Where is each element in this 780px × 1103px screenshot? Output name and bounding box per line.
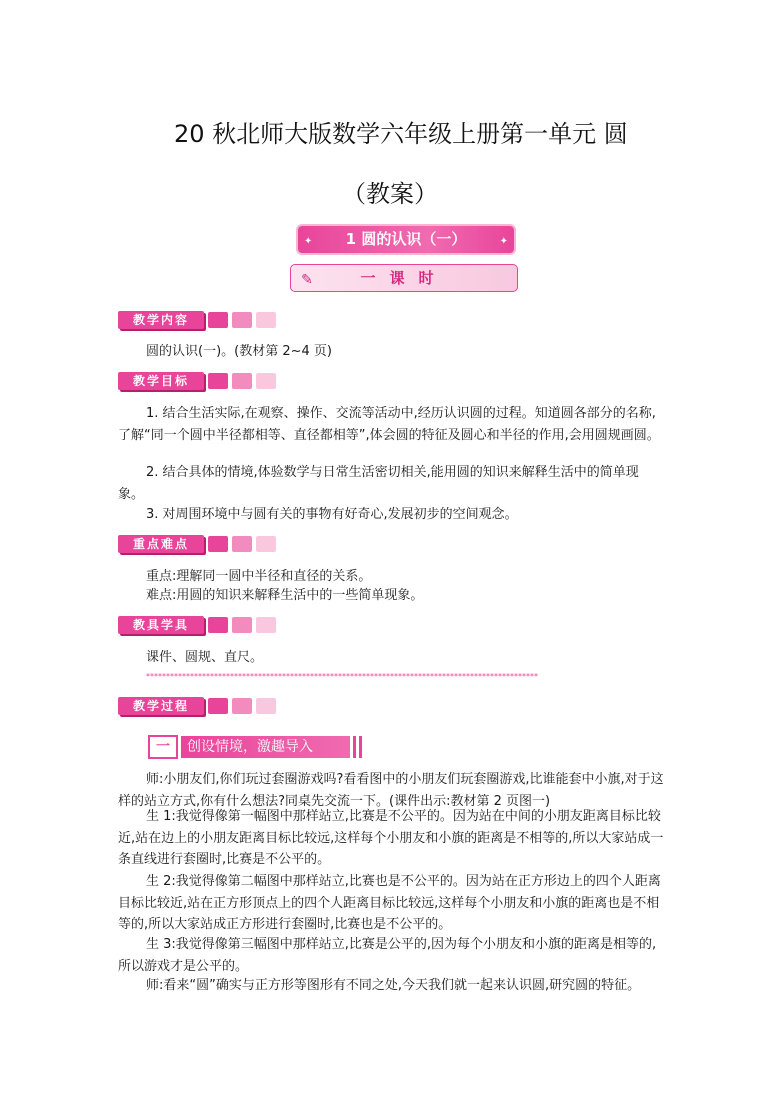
section-header-tools xyxy=(118,616,276,634)
lesson-banner xyxy=(298,226,514,253)
deco-bar xyxy=(353,736,356,758)
deco-bar xyxy=(359,736,362,758)
process-paragraph: 生 2:我觉得像第二幅图中那样站立,比赛也是不公平的。因为站在正方形边上的四个人距离目标比较近,站在正方形顶点上的四个人距离目标比较远,这样每个小朋友和小旗的距离也是不相等的,所以大家站成正方形进行套圈时,比赛也是不公平的。 xyxy=(118,874,661,932)
goal-item: 3. 对周围环境中与圆有关的事物有好奇心,发展初步的空间观念。 xyxy=(146,507,518,522)
deco-square xyxy=(208,698,228,714)
deco-square xyxy=(232,698,252,714)
difficulty-text: 难点:用圆的知识来解释生活中的一些简单现象。 xyxy=(146,588,424,603)
deco-square xyxy=(208,312,228,328)
deco-square xyxy=(232,536,252,552)
deco-square xyxy=(232,312,252,328)
section-label: 教具学具 xyxy=(118,616,204,634)
goal-item: 1. 结合生活实际,在观察、操作、交流等活动中,经历认识圆的过程。知道圆各部分的名称,了解“同一个圆中半径都相等、直径都相等”,体会圆的特征及圆心和半径的作用,会用圆规画圆。 xyxy=(118,406,660,443)
deco-square xyxy=(256,698,276,714)
step-number: 一 xyxy=(148,735,178,759)
lesson-banner-text: 1 圆的认识（一） xyxy=(345,230,467,248)
period-banner xyxy=(290,264,518,292)
section-header-content xyxy=(118,311,276,329)
document-title-line1: 20 秋北师大版数学六年级上册第一单元 圆 xyxy=(174,120,628,148)
process-paragraph: 师:小朋友们,你们玩过套圈游戏吗?看看图中的小朋友们玩套圈游戏,比谁能套中小旗,对于这样的站立方式,你有什么想法?同桌先交流一下。(课件出示:教材第 2 页图一) xyxy=(118,772,664,809)
period-banner-text: 一课时 xyxy=(360,269,448,287)
section-header-key xyxy=(118,535,276,553)
process-paragraph: 生 3:我觉得像第三幅图中那样站立,比赛是公平的,因为每个小朋友和小旗的距离是相等的,所以游戏才是公平的。 xyxy=(118,937,657,974)
star-divider: ************************************************************************************************** xyxy=(146,672,538,681)
deco-square xyxy=(232,373,252,389)
process-paragraph: 师:看来“圆”确实与正方形等图形有不同之处,今天我们就一起来认识圆,研究圆的特征。 xyxy=(146,978,641,993)
deco-square xyxy=(256,617,276,633)
star-icon: ✦ xyxy=(499,236,508,247)
focus-text: 重点:理解同一圆中半径和直径的关系。 xyxy=(146,569,372,584)
deco-square xyxy=(232,617,252,633)
tools-text: 课件、圆规、直尺。 xyxy=(146,650,264,665)
deco-square xyxy=(256,312,276,328)
section-label: 教学目标 xyxy=(118,372,204,390)
deco-square xyxy=(208,536,228,552)
step-header xyxy=(148,736,362,758)
deco-square xyxy=(256,536,276,552)
content-text: 圆的认识(一)。(教材第 2~4 页) xyxy=(146,344,332,359)
section-label: 教学过程 xyxy=(118,697,204,715)
document-title-line2: （教案） xyxy=(342,180,438,208)
goal-item: 2. 结合具体的情境,体验数学与日常生活密切相关,能用圆的知识来解释生活中的简单现象。 xyxy=(118,465,639,502)
star-icon: ✦ xyxy=(304,236,313,247)
section-label: 教学内容 xyxy=(118,311,204,329)
section-header-goals xyxy=(118,372,276,390)
section-header-process xyxy=(118,697,276,715)
step-title: 创设情境，激趣导入 xyxy=(181,736,350,758)
deco-square xyxy=(208,373,228,389)
process-paragraph: 生 1:我觉得像第一幅图中那样站立,比赛是不公平的。因为站在中间的小朋友距离目标比较近,站在边上的小朋友距离目标比较远,这样每个小朋友和小旗的距离是不相等的,所以大家站成一条直线进行套圈时,比赛是不公平的。 xyxy=(118,809,664,867)
deco-square xyxy=(208,617,228,633)
section-label: 重点难点 xyxy=(118,535,204,553)
pencil-icon: ✎ xyxy=(301,272,313,288)
deco-square xyxy=(256,373,276,389)
